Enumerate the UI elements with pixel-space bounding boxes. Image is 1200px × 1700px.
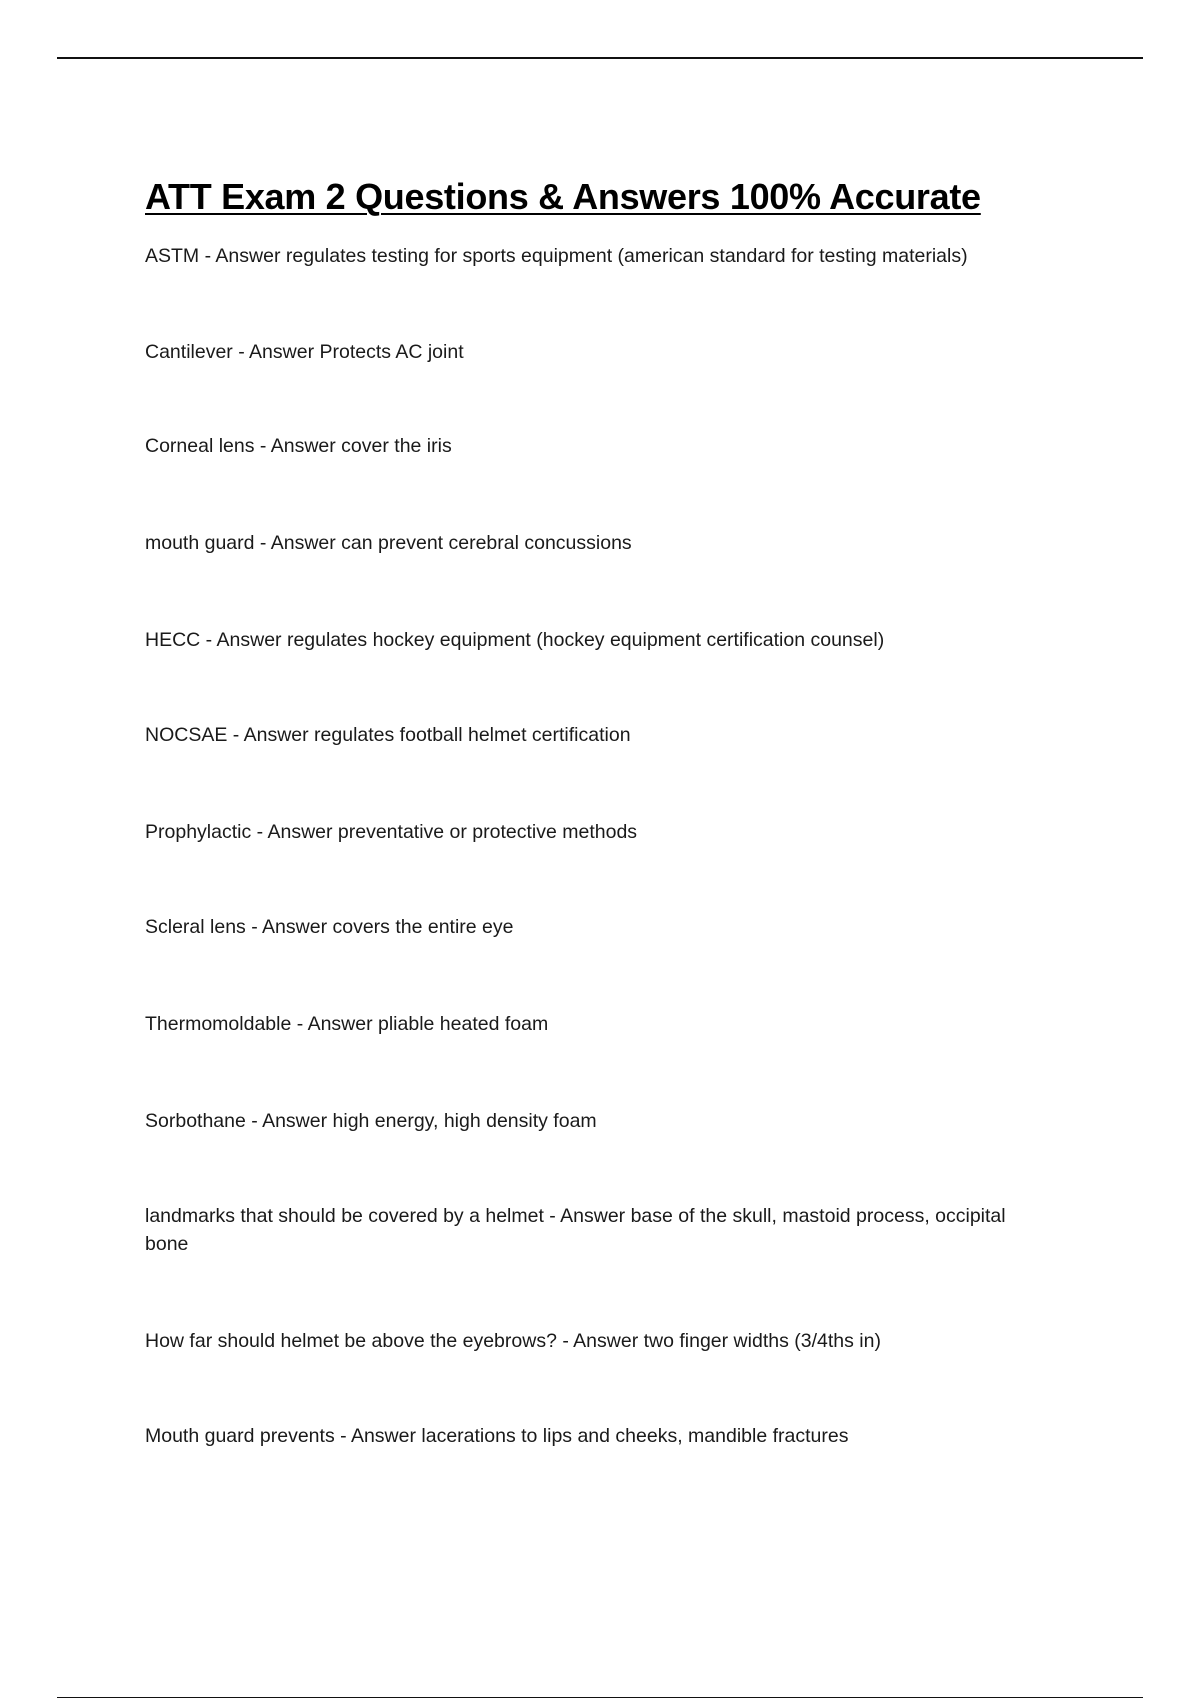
- qa-item: How far should helmet be above the eyebrows? - Answer two finger widths (3/4ths in): [145, 1330, 881, 1352]
- page-title: ATT Exam 2 Questions & Answers 100% Accurate: [145, 176, 981, 217]
- qa-item: NOCSAE - Answer regulates football helmet certification: [145, 724, 631, 746]
- qa-item: Prophylactic - Answer preventative or protective methods: [145, 821, 638, 843]
- header-rule: [57, 57, 1143, 59]
- qa-item: Cantilever - Answer Protects AC joint: [145, 341, 464, 363]
- qa-item: Thermomoldable - Answer pliable heated foam: [145, 1013, 549, 1035]
- qa-item: Scleral lens - Answer covers the entire eye: [145, 916, 514, 938]
- footer-rule: [57, 1697, 1143, 1698]
- qa-item: Corneal lens - Answer cover the iris: [145, 435, 452, 457]
- qa-item: mouth guard - Answer can prevent cerebral concussions: [145, 532, 632, 554]
- qa-item: Sorbothane - Answer high energy, high density foam: [145, 1110, 597, 1132]
- qa-item: landmarks that should be covered by a helmet - Answer base of the skull, mastoid process, occipital bone: [145, 1205, 1006, 1255]
- qa-item: Mouth guard prevents - Answer lacerations to lips and cheeks, mandible fractures: [145, 1425, 849, 1447]
- qa-item: ASTM - Answer regulates testing for sports equipment (american standard for testing materials): [145, 245, 968, 267]
- qa-item: HECC - Answer regulates hockey equipment (hockey equipment certification counsel): [145, 629, 885, 651]
